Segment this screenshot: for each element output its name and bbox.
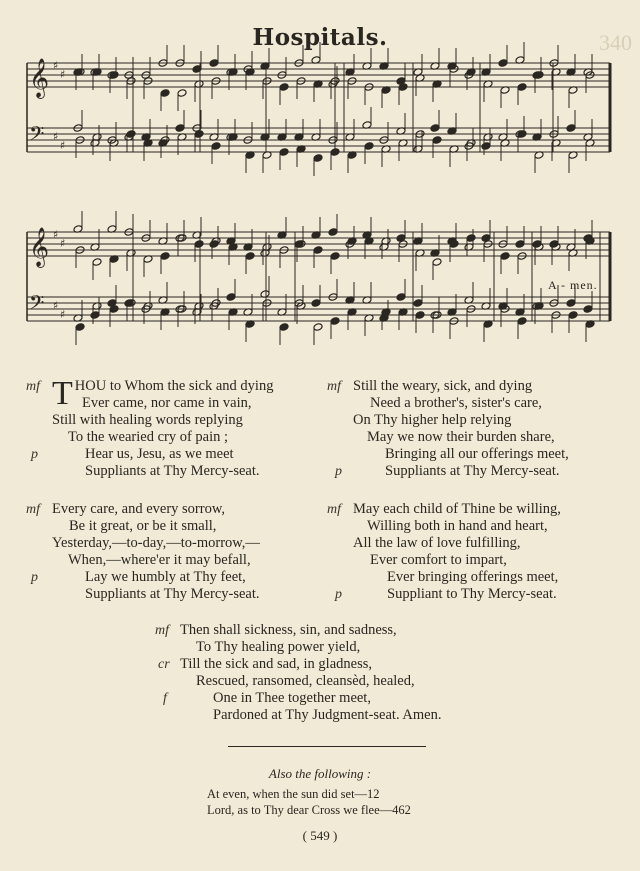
- verse-3: [26, 501, 260, 603]
- verse-line-text: All the law of love fulfilling,: [353, 535, 521, 551]
- verse-line-text: May each child of Thine be willing,: [353, 501, 561, 517]
- note-head: [194, 240, 204, 249]
- sharp-icon: ♯: [53, 59, 59, 72]
- note-head: [517, 317, 527, 326]
- verse-line: [69, 518, 260, 535]
- hymn-title: Hospitals.: [252, 24, 388, 51]
- verse-line-text: On Thy higher help relying: [353, 412, 512, 428]
- verse-line: [163, 690, 441, 707]
- note-head: [566, 124, 576, 133]
- dynamic-mark: p: [31, 447, 38, 462]
- verse-line: [387, 569, 561, 586]
- note-head: [583, 305, 593, 314]
- verse-line-text: Till the sick and sad, in gladness,: [180, 656, 372, 672]
- verse-line: [82, 395, 273, 412]
- verse-line: [335, 586, 561, 603]
- verse-line: [327, 378, 569, 395]
- verse-line: [31, 446, 273, 463]
- note-head: [160, 89, 170, 98]
- note-head: [92, 258, 102, 267]
- note-head: [311, 299, 321, 308]
- note-head: [568, 311, 578, 320]
- verse-line: [85, 463, 273, 480]
- verse-line: [196, 673, 441, 690]
- bass-clef-icon: 𝄢: [29, 122, 45, 150]
- verse-line: [213, 707, 441, 724]
- verse-line-text: Yesterday,—to-day,—to-morrow,—: [52, 535, 260, 551]
- note-head: [177, 89, 187, 98]
- note-head: [413, 299, 423, 308]
- music-score: [0, 0, 640, 360]
- note-head: [432, 258, 442, 267]
- verse-5: [155, 622, 442, 724]
- dynamic-mark: mf: [26, 379, 40, 394]
- verse-line: [52, 535, 260, 552]
- dynamic-mark: mf: [327, 502, 341, 517]
- sharp-icon: ♯: [60, 68, 66, 81]
- amen-lyric: A - men.: [548, 278, 598, 292]
- note-head: [313, 246, 323, 255]
- verse-line-text: Ever comfort to impart,: [370, 552, 507, 568]
- note-head: [566, 299, 576, 308]
- verse-4: [327, 501, 561, 603]
- verse-line: [367, 518, 561, 535]
- verse-line-text: Ever bringing offerings meet,: [387, 569, 559, 585]
- note-head: [430, 124, 440, 133]
- verse-line: [158, 656, 441, 673]
- verse-line-text: Suppliants at Thy Mercy-seat.: [85, 586, 260, 602]
- verse-line-text: May we now their burden share,: [367, 429, 555, 445]
- treble-clef-icon: 𝄞: [29, 227, 50, 267]
- note-head: [330, 148, 340, 157]
- verse-line-text: When,—where'er it may befall,: [68, 552, 251, 568]
- verse-line: [335, 463, 569, 480]
- verse-line-text: Willing both in hand and heart,: [367, 518, 548, 534]
- verse-line-text: To the wearied cry of pain ;: [68, 429, 229, 445]
- note-head: [432, 136, 442, 145]
- verse-line-text: Hear us, Jesu, as we meet: [85, 446, 234, 462]
- verse-2: [327, 378, 569, 480]
- verse-line: [370, 552, 561, 569]
- note-head: [126, 130, 136, 139]
- sharp-icon: ♯: [60, 237, 66, 250]
- dynamic-mark: p: [335, 464, 342, 479]
- verse-line: [85, 586, 260, 603]
- dynamic-mark: p: [31, 570, 38, 585]
- verse-line-text: To Thy healing power yield,: [196, 639, 361, 655]
- note-head: [466, 234, 476, 243]
- note-head: [75, 323, 85, 332]
- note-head: [515, 240, 525, 249]
- note-head: [313, 323, 323, 332]
- note-head: [245, 252, 255, 261]
- verse-line-text: Suppliants at Thy Mercy-seat.: [385, 463, 560, 479]
- dynamic-mark: f: [163, 691, 167, 706]
- verse-line-text: Lay we humbly at Thy feet,: [85, 569, 246, 585]
- verse-line: [52, 412, 273, 429]
- verse-line-text: Bringing all our offerings meet,: [385, 446, 569, 462]
- verse-line: [68, 552, 260, 569]
- verse-line: [327, 501, 561, 518]
- note-head: [279, 83, 289, 92]
- verse-line: [353, 535, 561, 552]
- also-reference: At even, when the sun did set—12: [207, 787, 380, 801]
- treble-clef-icon: 𝄞: [29, 58, 50, 98]
- note-head: [160, 252, 170, 261]
- note-head: [364, 142, 374, 151]
- verse-line: [68, 429, 273, 446]
- note-head: [313, 154, 323, 163]
- note-head: [175, 124, 185, 133]
- verse-line-text: Still the weary, sick, and dying: [353, 378, 533, 394]
- verse-line-text: Still with healing words replying: [52, 412, 243, 428]
- note-head: [498, 59, 508, 68]
- verse-line-text: Suppliant to Thy Mercy-seat.: [387, 586, 557, 602]
- verse-line: [26, 501, 260, 518]
- also-heading: Also the following :: [268, 766, 372, 781]
- dynamic-mark: mf: [327, 379, 341, 394]
- note-head: [209, 59, 219, 68]
- verse-line-text: Ever came, nor came in vain,: [82, 395, 252, 411]
- dynamic-mark: mf: [26, 502, 40, 517]
- note-head: [90, 311, 100, 320]
- also-reference: Lord, as to Thy dear Cross we flee—462: [207, 803, 411, 817]
- dynamic-mark: cr: [158, 657, 170, 672]
- note-head: [330, 252, 340, 261]
- page-number: ( 549 ): [302, 828, 338, 843]
- verse-line: [196, 639, 441, 656]
- verse-line: [385, 446, 569, 463]
- verse-line: [353, 412, 569, 429]
- note-head: [279, 323, 289, 332]
- note-head: [415, 311, 425, 320]
- note-head: [279, 148, 289, 157]
- note-head: [226, 293, 236, 302]
- verse-line-text: Need a brother's, sister's care,: [370, 395, 542, 411]
- sharp-icon: ♯: [60, 139, 66, 152]
- drop-cap: T: [52, 375, 73, 412]
- sharp-icon: ♯: [53, 228, 59, 241]
- verse-line-text: HOU to Whom the sick and dying: [74, 378, 274, 394]
- verse-line-text: Pardoned at Thy Judgment-seat. Amen.: [213, 707, 442, 723]
- sharp-icon: ♯: [60, 308, 66, 321]
- bass-clef-icon: 𝄢: [29, 291, 45, 319]
- sharp-icon: ♯: [53, 130, 59, 143]
- note-head: [500, 252, 510, 261]
- note-head: [330, 317, 340, 326]
- divider-rule: [228, 746, 426, 747]
- verse-line-text: Every care, and every sorrow,: [52, 501, 225, 517]
- note-head: [517, 83, 527, 92]
- dynamic-mark: mf: [155, 623, 169, 638]
- note-head: [396, 293, 406, 302]
- show-through-page-number: 340: [599, 30, 632, 55]
- verse-line-text: Suppliants at Thy Mercy-seat.: [85, 463, 260, 479]
- note-head: [328, 228, 338, 237]
- verse-line: [31, 569, 260, 586]
- verse-line-text: Then shall sickness, sin, and sadness,: [180, 622, 397, 638]
- verse-line-text: Rescued, ransomed, cleansèd, healed,: [196, 673, 415, 689]
- verse-line: [155, 622, 441, 639]
- verse-line-text: One in Thee together meet,: [213, 690, 371, 706]
- verse-line-text: Be it great, or be it small,: [69, 518, 217, 534]
- dynamic-mark: p: [335, 587, 342, 602]
- note-head: [481, 142, 491, 151]
- verse-line: [370, 395, 569, 412]
- note-head: [211, 142, 221, 151]
- verse-1: [26, 375, 274, 480]
- sharp-icon: ♯: [53, 299, 59, 312]
- verse-line: [367, 429, 569, 446]
